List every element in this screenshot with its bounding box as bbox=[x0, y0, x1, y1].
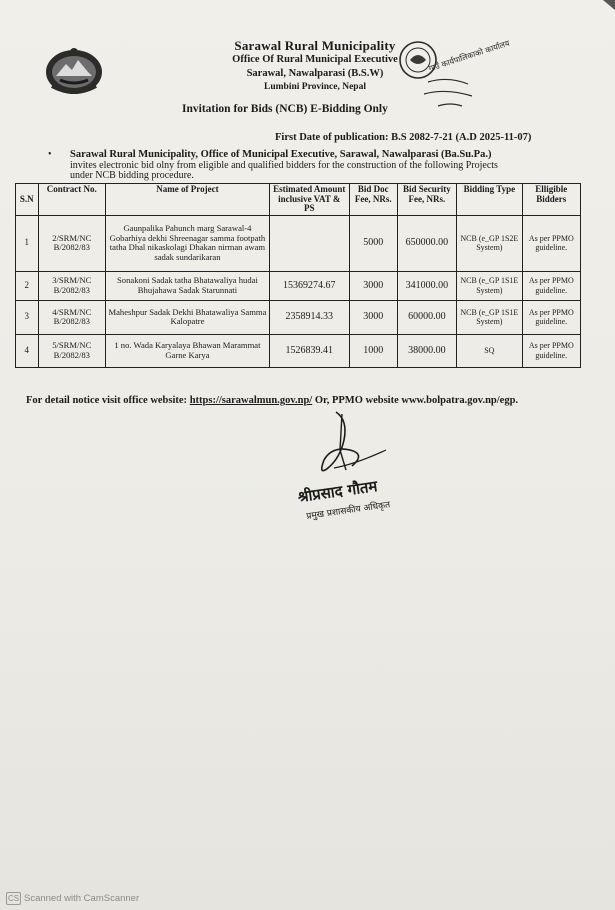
col-header-sn: S.N bbox=[16, 184, 39, 216]
cell-type: NCB (e_GP 1S1E System) bbox=[457, 300, 523, 334]
col-header-security: Bid Security Fee, NRs. bbox=[397, 184, 456, 216]
table-row bbox=[16, 300, 581, 334]
intro-line-2: invites electronic bid olny from eligible and qualified bidders for the construction of the following Projects bbox=[70, 160, 498, 171]
signature bbox=[296, 410, 431, 520]
invitation-title: Invitation for Bids (NCB) E-Bidding Only bbox=[182, 103, 388, 115]
col-header-doc-fee: Bid Doc Fee, NRs. bbox=[349, 184, 397, 216]
cell-sn: 1 bbox=[16, 215, 39, 271]
cell-contract: 3/SRM/NC B/2082/83 bbox=[38, 271, 106, 300]
cell-doc-fee: 3000 bbox=[349, 300, 397, 334]
cell-project: Sonakoni Sadak tatha Bhatawaliya hudai Bhujahawa Sadak Starunnati bbox=[106, 271, 270, 300]
office-name: Office Of Rural Municipal Executive bbox=[232, 54, 398, 65]
cell-type: SQ bbox=[457, 334, 523, 367]
table-row bbox=[16, 271, 581, 300]
cell-doc-fee: 3000 bbox=[349, 271, 397, 300]
table-row bbox=[16, 215, 581, 271]
page-corner-fold bbox=[603, 0, 615, 10]
col-header-eligible: Elligible Bidders bbox=[522, 184, 580, 216]
cell-project: 1 no. Wada Karyalaya Bhawan Marammat Garne Karya bbox=[106, 334, 270, 367]
cell-estimated: 15369274.67 bbox=[269, 271, 349, 300]
cell-doc-fee: 5000 bbox=[349, 215, 397, 271]
cell-estimated: 2358914.33 bbox=[269, 300, 349, 334]
nepal-emblem-icon bbox=[42, 42, 106, 98]
col-header-type: Bidding Type bbox=[457, 184, 523, 216]
cell-estimated: 1526839.41 bbox=[269, 334, 349, 367]
camscanner-logo-icon: CS bbox=[7, 894, 20, 903]
cell-sn: 3 bbox=[16, 300, 39, 334]
svg-text:गाउँ कार्यपालिकाको कार्यालय: गाउँ कार्यपालिकाको कार्यालय bbox=[427, 38, 511, 74]
col-header-contract: Contract No. bbox=[38, 184, 106, 216]
cell-sn: 2 bbox=[16, 271, 39, 300]
cell-contract: 2/SRM/NC B/2082/83 bbox=[38, 215, 106, 271]
table-row bbox=[16, 334, 581, 367]
intro-line-1: Sarawal Rural Municipality, Office of Municipal Executive, Sarawal, Nawalparasi (Ba.Su.Pa.) bbox=[70, 149, 492, 160]
office-address: Sarawal, Nawalparasi (B.S.W) bbox=[246, 68, 384, 79]
cell-estimated bbox=[269, 215, 349, 271]
cell-eligible: As per PPMO guideline. bbox=[522, 300, 580, 334]
cell-eligible: As per PPMO guideline. bbox=[522, 215, 580, 271]
office-website-link[interactable]: https://sarawalmun.gov.np/ bbox=[189, 395, 313, 406]
camscanner-text: Scanned with CamScanner bbox=[24, 893, 140, 905]
publication-date: First Date of publication: B.S 2082-7-21 (A.D 2025-11-07) bbox=[275, 132, 532, 143]
cell-security: 650000.00 bbox=[397, 215, 456, 271]
intro-line-3: under NCB bidding procedure. bbox=[70, 170, 194, 181]
col-header-project: Name of Project bbox=[106, 184, 270, 216]
bullet-icon: • bbox=[48, 149, 52, 160]
bids-table bbox=[15, 183, 581, 368]
cell-doc-fee: 1000 bbox=[349, 334, 397, 367]
detail-notice-prefix: For detail notice visit office website: bbox=[26, 395, 190, 406]
table-header-row bbox=[16, 184, 581, 216]
cell-eligible: As per PPMO guideline. bbox=[522, 271, 580, 300]
cell-contract: 5/SRM/NC B/2082/83 bbox=[38, 334, 106, 367]
cell-eligible: As per PPMO guideline. bbox=[522, 334, 580, 367]
svg-text:श्रीप्रसाद गौतम: श्रीप्रसाद गौतम bbox=[296, 477, 379, 507]
cell-sn: 4 bbox=[16, 334, 39, 367]
cell-project: Maheshpur Sadak Dekhi Bhatawaliya Samma Kalopatre bbox=[106, 300, 270, 334]
cell-contract: 4/SRM/NC B/2082/83 bbox=[38, 300, 106, 334]
cell-security: 38000.00 bbox=[397, 334, 456, 367]
col-header-estimated: Estimated Amount inclusive VAT & PS bbox=[269, 184, 349, 216]
detail-notice-suffix: Or, PPMO website www.bolpatra.gov.np/egp. bbox=[312, 395, 519, 406]
cell-type: NCB (e_GP 1S1E System) bbox=[457, 271, 523, 300]
cell-security: 341000.00 bbox=[397, 271, 456, 300]
svg-text:प्रमुख प्रशासकीय अधिकृत: प्रमुख प्रशासकीय अधिकृत bbox=[305, 500, 391, 522]
cell-type: NCB (e_GP 1S2E System) bbox=[457, 215, 523, 271]
cell-project: Gaunpalika Pahunch marg Sarawal-4 Gobarhiya dekhi Shreenagar samma footpath tatha Dhal nikaskolagi Dhakan nirman awam sadak sundarikaran bbox=[106, 215, 270, 271]
camscanner-watermark bbox=[6, 892, 139, 905]
org-name: Sarawal Rural Municipality bbox=[234, 38, 396, 53]
detail-notice bbox=[26, 395, 518, 406]
office-province: Lumbini Province, Nepal bbox=[264, 82, 366, 92]
cell-security: 60000.00 bbox=[397, 300, 456, 334]
